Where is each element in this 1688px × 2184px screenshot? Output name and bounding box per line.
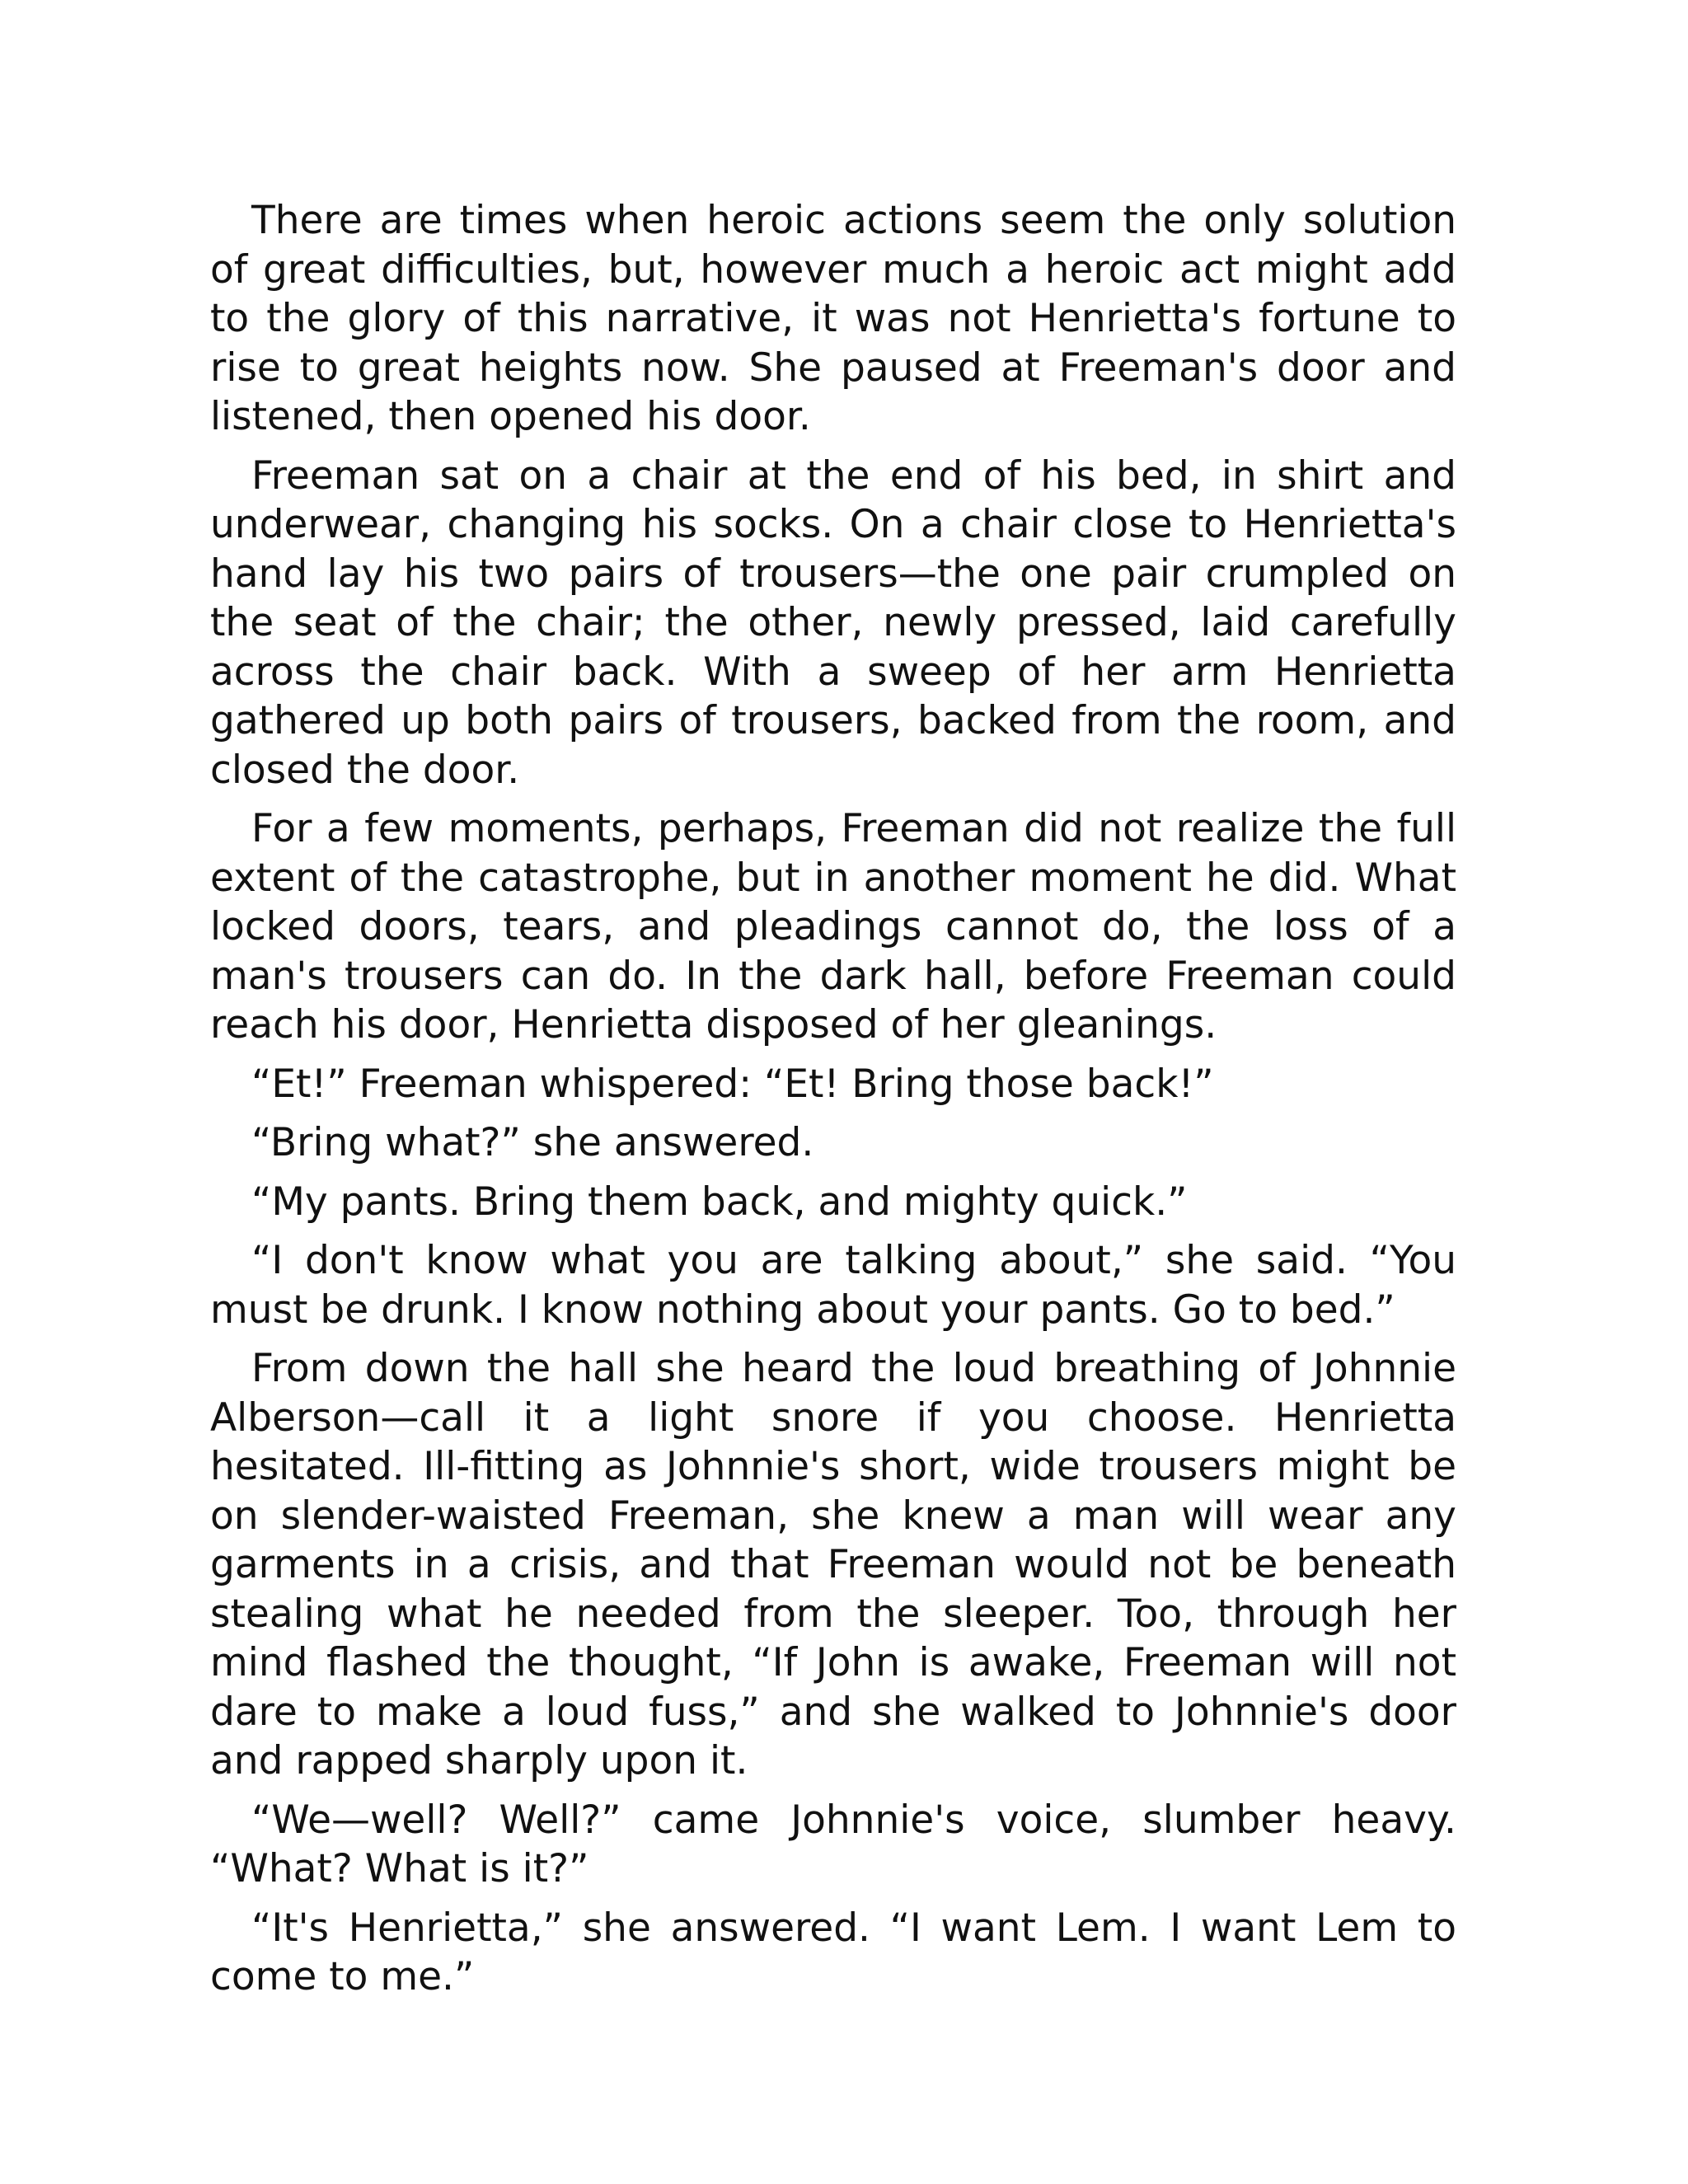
paragraph-7: “I don't know what you are talking about,” she said. “You must be drunk. I know nothing about your pants. Go to bed.” — [210, 1238, 1456, 1333]
paragraph-3: For a few moments, perhaps, Freeman did not realize the full extent of the catastrophe, but in another moment he did. What locked doors, tears, and pleadings cannot do, the loss of a man's trousers can do. In the dark hall, before Freeman could reach his door, Henrietta disposed of her gleanings. — [210, 806, 1456, 1047]
paragraph-10: “It's Henrietta,” she answered. “I want Lem. I want Lem to come to me.” — [210, 1905, 1456, 1999]
paragraph-9: “We—well? Well?” came Johnnie's voice, slumber heavy. “What? What is it?” — [210, 1797, 1456, 1891]
page-text-body — [210, 196, 1456, 2012]
paragraph-1: There are times when heroic actions seem the only solution of great difficulties, but, however much a heroic act might add to the glory of this narrative, it was not Henrietta's fortune to rise to great heights now. She paused at Freeman's door and listened, then opened his door. — [210, 198, 1456, 439]
paragraph-5: “Bring what?” she answered. — [251, 1120, 814, 1165]
paragraph-2: Freeman sat on a chair at the end of his bed, in shirt and underwear, changing his socks. On a chair close to Henrietta's hand lay his two pairs of trousers—the one pair crumpled on the seat of the chair; the other, newly pressed, laid carefully across the chair back. With a sweep of her arm Henrietta gathered up both pairs of trousers, backed from the room, and closed the door. — [210, 452, 1456, 793]
paragraph-4: “Et!” Freeman whispered: “Et! Bring those back!” — [251, 1061, 1214, 1107]
paragraph-8: From down the hall she heard the loud breathing of Johnnie Alberson—call it a light snore if you choose. Henrietta hesitated. Ill-fitting as Johnnie's short, wide trousers might be on slender-waisted Freeman, she knew a man will wear any garments in a crisis, and that Freeman would not be beneath stealing what he needed from the sleeper. Too, through her mind flashed the thought, “If John is awake, Freeman will not dare to make a loud fuss,” and she walked to Johnnie's door and rapped sharply upon it. — [210, 1346, 1456, 1783]
paragraph-6: “My pants. Bring them back, and mighty quick.” — [251, 1179, 1188, 1225]
